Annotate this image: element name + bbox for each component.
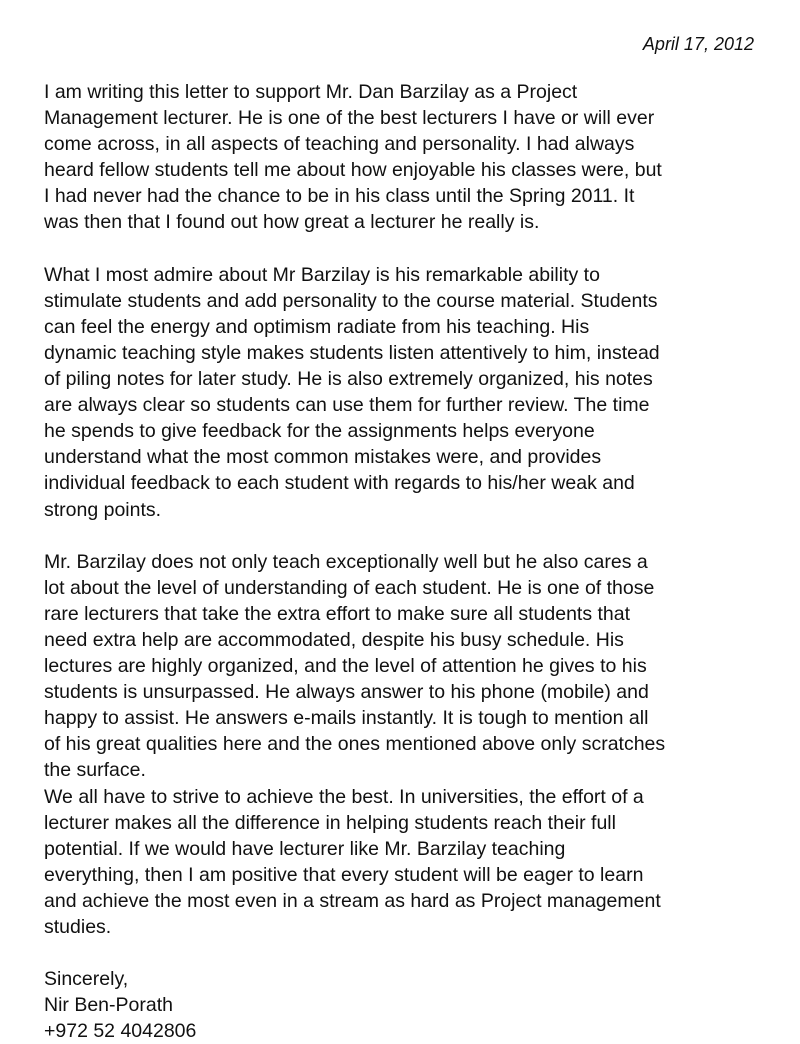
signer-phone: +972 52 4042806 bbox=[44, 1020, 197, 1043]
paragraph-line: he spends to give feedback for the assignments helps everyone bbox=[44, 420, 595, 443]
paragraph-line: can feel the energy and optimism radiate from his teaching. His bbox=[44, 315, 590, 338]
signer-name: Nir Ben-Porath bbox=[44, 994, 173, 1017]
paragraph-line: strong points. bbox=[44, 498, 162, 521]
paragraph-3 bbox=[44, 549, 784, 940]
paragraph-line: the surface. bbox=[44, 759, 146, 782]
paragraph-line: Management lecturer. He is one of the best lecturers I have or will ever bbox=[44, 107, 655, 130]
paragraph-spacer bbox=[44, 940, 784, 966]
paragraph-line: students is unsurpassed. He always answer to his phone (mobile) and bbox=[44, 681, 649, 704]
paragraph-line: was then that I found out how great a lecturer he really is. bbox=[44, 211, 540, 234]
letter-date: April 17, 2012 bbox=[642, 34, 754, 54]
paragraph-line: We all have to strive to achieve the best. In universities, the effort of a bbox=[44, 785, 644, 808]
paragraph-line: individual feedback to each student with regards to his/her weak and bbox=[44, 472, 635, 495]
paragraph-spacer bbox=[44, 236, 784, 262]
paragraph-line: lecturer makes all the difference in helping students reach their full bbox=[44, 811, 616, 834]
paragraph-2 bbox=[44, 262, 784, 523]
paragraph-1 bbox=[44, 79, 784, 236]
closing-text: Sincerely, bbox=[44, 968, 129, 991]
paragraph-line: rare lecturers that take the extra effort to make sure all students that bbox=[44, 602, 631, 625]
paragraph-line: and achieve the most even in a stream as hard as Project management bbox=[44, 889, 661, 912]
paragraph-line: studies. bbox=[44, 916, 112, 938]
letter-body bbox=[44, 79, 784, 1044]
paragraph-line: heard fellow students tell me about how enjoyable his classes were, but bbox=[44, 159, 662, 182]
paragraph-line: Mr. Barzilay does not only teach exceptionally well but he also cares a bbox=[44, 550, 648, 573]
paragraph-line: lot about the level of understanding of each student. He is one of those bbox=[44, 576, 655, 599]
paragraph-line: dynamic teaching style makes students listen attentively to him, instead bbox=[44, 341, 660, 364]
paragraph-line: I had never had the chance to be in his class until the Spring 2011. It bbox=[44, 185, 635, 208]
paragraph-line: lectures are highly organized, and the level of attention he gives to his bbox=[44, 655, 647, 678]
paragraph-line: understand what the most common mistakes were, and provides bbox=[44, 446, 602, 469]
paragraph-line: need extra help are accommodated, despite his busy schedule. His bbox=[44, 628, 624, 651]
paragraph-line: of his great qualities here and the ones mentioned above only scratches bbox=[44, 733, 666, 756]
paragraph-line: everything, then I am positive that every student will be eager to learn bbox=[44, 863, 644, 886]
paragraph-line: I am writing this letter to support Mr. Dan Barzilay as a Project bbox=[44, 81, 578, 103]
paragraph-line: potential. If we would have lecturer like Mr. Barzilay teaching bbox=[44, 837, 566, 860]
paragraph-line: come across, in all aspects of teaching and personality. I had always bbox=[44, 133, 635, 156]
signature-block bbox=[44, 966, 784, 1044]
paragraph-line: stimulate students and add personality to the course material. Students bbox=[44, 289, 658, 312]
paragraph-line: happy to assist. He answers e-mails instantly. It is tough to mention all bbox=[44, 707, 649, 730]
paragraph-spacer bbox=[44, 523, 784, 549]
paragraph-line: What I most admire about Mr Barzilay is his remarkable ability to bbox=[44, 263, 600, 286]
paragraph-line: of piling notes for later study. He is also extremely organized, his notes bbox=[44, 368, 653, 391]
paragraph-line: are always clear so students can use them for further review. The time bbox=[44, 394, 650, 417]
